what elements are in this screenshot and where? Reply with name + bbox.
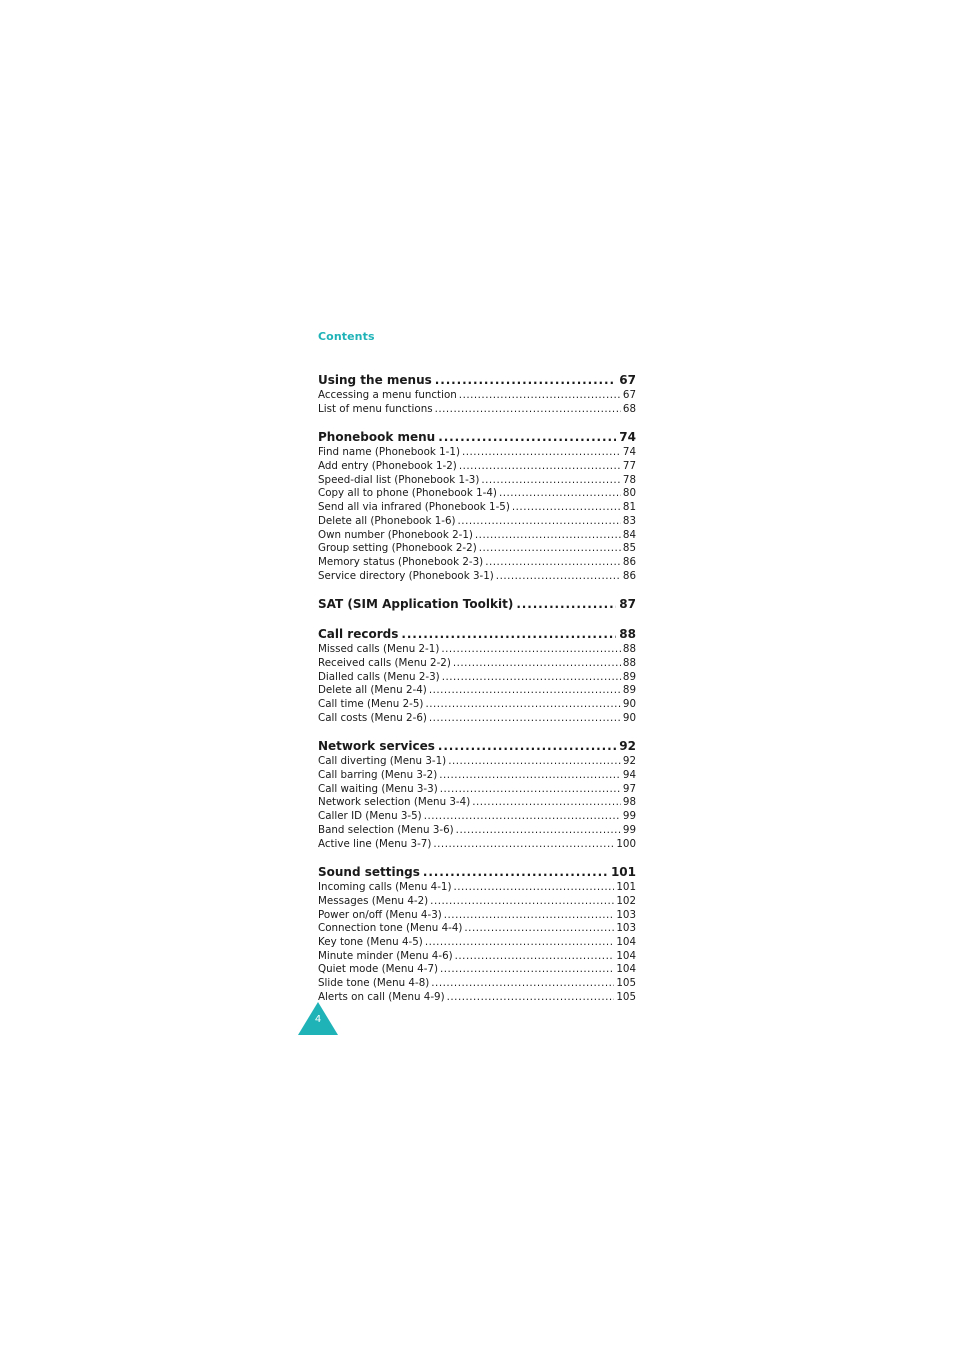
dot-leader [453,657,621,671]
dot-leader [423,864,608,881]
toc-entry-title: Missed calls (Menu 2-1) [318,643,440,656]
dot-leader [424,810,621,824]
toc-section [318,372,636,416]
toc-entry-title: Call barring (Menu 3-2) [318,769,438,782]
toc-entry[interactable] [318,838,636,852]
dot-leader [429,712,621,726]
toc-section-heading[interactable] [318,596,636,613]
toc-entry-page: 105 [616,990,636,1003]
toc-entry-page: 105 [616,977,636,989]
toc-entry-page: 90 [622,711,636,724]
toc-entry[interactable] [318,810,636,824]
toc-entry-page: 99 [622,810,636,823]
toc-entry[interactable] [318,698,636,712]
dot-leader [472,796,621,810]
toc-entry-title: Service directory (Phonebook 3-1) [318,569,494,582]
toc-entry-title: Call costs (Menu 2-6) [318,711,427,724]
toc-entry-title: Find name (Phonebook 1-1) [318,446,460,459]
toc-entry-page: 80 [622,487,636,500]
toc-section-heading-title: Call records [318,627,399,642]
toc-entry-page: 86 [622,569,636,582]
toc-entry[interactable] [318,769,636,783]
dot-leader [425,936,615,950]
toc-entry-title: Minute minder (Menu 4-6) [318,949,453,962]
toc-entry-page: 103 [616,922,636,935]
dot-leader [496,570,621,584]
toc-entry-title: Call diverting (Menu 3-1) [318,755,447,768]
toc-entry[interactable] [318,796,636,810]
toc-entry[interactable] [318,936,636,950]
toc-entry-title: Call waiting (Menu 3-3) [318,782,438,795]
dot-leader [459,460,621,474]
toc-entry-title: Band selection (Menu 3-6) [318,823,454,836]
toc-entry-page: 78 [622,473,636,486]
toc-section-heading[interactable] [318,626,636,643]
toc-entry-title: Delete all (Phonebook 1-6) [318,514,456,527]
dot-leader [429,684,621,698]
toc-entry-page: 102 [616,894,636,907]
toc-section-heading[interactable] [318,738,636,755]
toc-section-heading-page: 88 [619,627,636,642]
toc-entry-title: Incoming calls (Menu 4-1) [318,881,452,894]
toc-entry[interactable] [318,657,636,671]
dot-leader [401,626,616,643]
toc-entry[interactable] [318,556,636,570]
toc-entry-page: 74 [622,446,636,459]
dot-leader [435,372,617,389]
dot-leader [433,838,614,852]
toc-entry-title: Active line (Menu 3-7) [318,837,432,850]
toc-entry-title: Power on/off (Menu 4-3) [318,908,442,921]
toc-entry-page: 86 [622,555,636,568]
toc-entry-title: Quiet mode (Menu 4-7) [318,963,439,976]
dot-leader [453,881,614,895]
toc-entry[interactable] [318,643,636,657]
toc-entry-title: Group setting (Phonebook 2-2) [318,542,477,555]
toc-entry[interactable] [318,474,636,488]
dot-leader [435,403,621,417]
toc-entry-page: 92 [622,755,636,768]
toc-entry[interactable] [318,712,636,726]
toc-entry-page: 94 [622,769,636,782]
toc-section-heading-page: 67 [619,373,636,387]
toc-entry-page: 89 [622,684,636,697]
dot-leader [475,529,621,543]
toc-entry-page: 101 [616,881,636,894]
toc-entry[interactable] [318,403,636,417]
toc-entry-title: Caller ID (Menu 3-5) [318,810,422,823]
toc-entry[interactable] [318,895,636,909]
dot-leader [442,671,621,685]
dot-leader [485,556,621,570]
toc-section-heading-title: Network services [318,739,435,754]
toc-entry-title: Send all via infrared (Phonebook 1-5) [318,501,510,514]
dot-leader [438,429,616,446]
dot-leader [438,738,616,755]
toc-section [318,738,636,851]
toc-entry-title: Dialled calls (Menu 2-3) [318,670,440,683]
toc-entry-page: 84 [622,528,636,541]
dot-leader [425,698,620,712]
toc-entry[interactable] [318,529,636,543]
toc-section-heading-page: 92 [619,739,636,754]
toc-entry-title: Delete all (Menu 2-4) [318,684,427,697]
toc-entry-page: 68 [622,402,636,415]
toc-entry-title: Own number (Phonebook 2-1) [318,528,473,541]
toc-entry-page: 90 [622,698,636,710]
toc-entry[interactable] [318,515,636,529]
toc-section-heading-title: Phonebook menu [318,430,436,445]
toc-entry[interactable] [318,922,636,936]
toc-entry[interactable] [318,991,636,1005]
table-of-contents [318,372,636,1017]
dot-leader [439,769,621,783]
toc-entry-title: Key tone (Menu 4-5) [318,935,423,948]
toc-entry[interactable] [318,755,636,769]
toc-section-heading-page: 101 [610,865,636,880]
dot-leader [440,963,614,977]
dot-leader [512,501,621,515]
toc-entry-page: 89 [622,670,636,683]
toc-entry[interactable] [318,824,636,838]
toc-entry-title: Received calls (Menu 2-2) [318,656,451,669]
toc-entry-title: Accessing a menu function [318,389,457,401]
dot-leader [440,783,621,797]
dot-leader [456,824,621,838]
page-number-badge [298,1002,338,1035]
toc-entry[interactable] [318,950,636,964]
toc-entry[interactable] [318,783,636,797]
toc-entry-page: 67 [622,389,636,401]
toc-entry[interactable] [318,881,636,895]
toc-section [318,626,636,725]
toc-section [318,864,636,1004]
toc-section-heading[interactable] [318,429,636,446]
toc-entry[interactable] [318,963,636,977]
toc-entry-title: Connection tone (Menu 4-4) [318,922,463,935]
toc-entry-page: 83 [622,514,636,527]
toc-entry-page: 104 [616,935,636,948]
toc-entry[interactable] [318,542,636,556]
dot-leader [430,895,614,909]
toc-entry-page: 88 [622,643,636,656]
toc-section-heading-title: Sound settings [318,865,420,880]
dot-leader [458,515,621,529]
toc-entry-page: 77 [622,460,636,473]
toc-entry-title: Memory status (Phonebook 2-3) [318,555,484,568]
toc-section-heading[interactable] [318,864,636,881]
toc-entry[interactable] [318,671,636,685]
page-heading: Contents [318,330,375,343]
toc-entry-title: List of menu functions [318,402,433,415]
dot-leader [448,755,621,769]
toc-entry-page: 100 [616,837,636,850]
toc-section-heading[interactable] [318,372,636,389]
dot-leader [455,950,615,964]
dot-leader [441,643,621,657]
toc-entry-title: Add entry (Phonebook 1-2) [318,460,457,473]
toc-entry[interactable] [318,389,636,403]
dot-leader [462,446,621,460]
dot-leader [516,596,616,613]
toc-entry-title: Speed-dial list (Phonebook 1-3) [318,473,480,486]
toc-section-heading-page: 87 [619,597,636,612]
toc-entry-page: 104 [616,963,636,976]
toc-entry-page: 104 [616,949,636,962]
toc-entry[interactable] [318,460,636,474]
toc-section-heading-title: SAT (SIM Application Toolkit) [318,597,514,612]
toc-entry[interactable] [318,446,636,460]
toc-entry[interactable] [318,570,636,584]
toc-section [318,596,636,613]
toc-entry-title: Call time (Menu 2-5) [318,698,424,710]
toc-section [318,429,636,583]
dot-leader [459,389,621,403]
toc-entry-page: 88 [622,656,636,669]
toc-entry[interactable] [318,977,636,991]
toc-section-heading-page: 74 [619,430,636,445]
toc-entry[interactable] [318,487,636,501]
dot-leader [447,991,615,1005]
dot-leader [444,909,615,923]
toc-entry[interactable] [318,909,636,923]
toc-entry-title: Copy all to phone (Phonebook 1-4) [318,487,497,500]
toc-entry-page: 85 [622,542,636,555]
toc-entry-page: 103 [616,908,636,921]
toc-section-heading-title: Using the menus [318,373,432,387]
toc-entry-page: 98 [622,796,636,809]
toc-entry[interactable] [318,501,636,515]
dot-leader [431,977,614,991]
dot-leader [499,487,621,501]
page-number: 4 [314,1014,322,1025]
toc-entry-title: Alerts on call (Menu 4-9) [318,990,445,1003]
toc-entry-title: Slide tone (Menu 4-8) [318,977,430,989]
toc-entry-page: 81 [622,501,636,514]
dot-leader [464,922,614,936]
dot-leader [481,474,621,488]
toc-entry[interactable] [318,684,636,698]
toc-entry-title: Messages (Menu 4-2) [318,894,429,907]
toc-entry-page: 99 [622,823,636,836]
dot-leader [479,542,621,556]
toc-entry-page: 97 [622,782,636,795]
toc-entry-title: Network selection (Menu 3-4) [318,796,471,809]
